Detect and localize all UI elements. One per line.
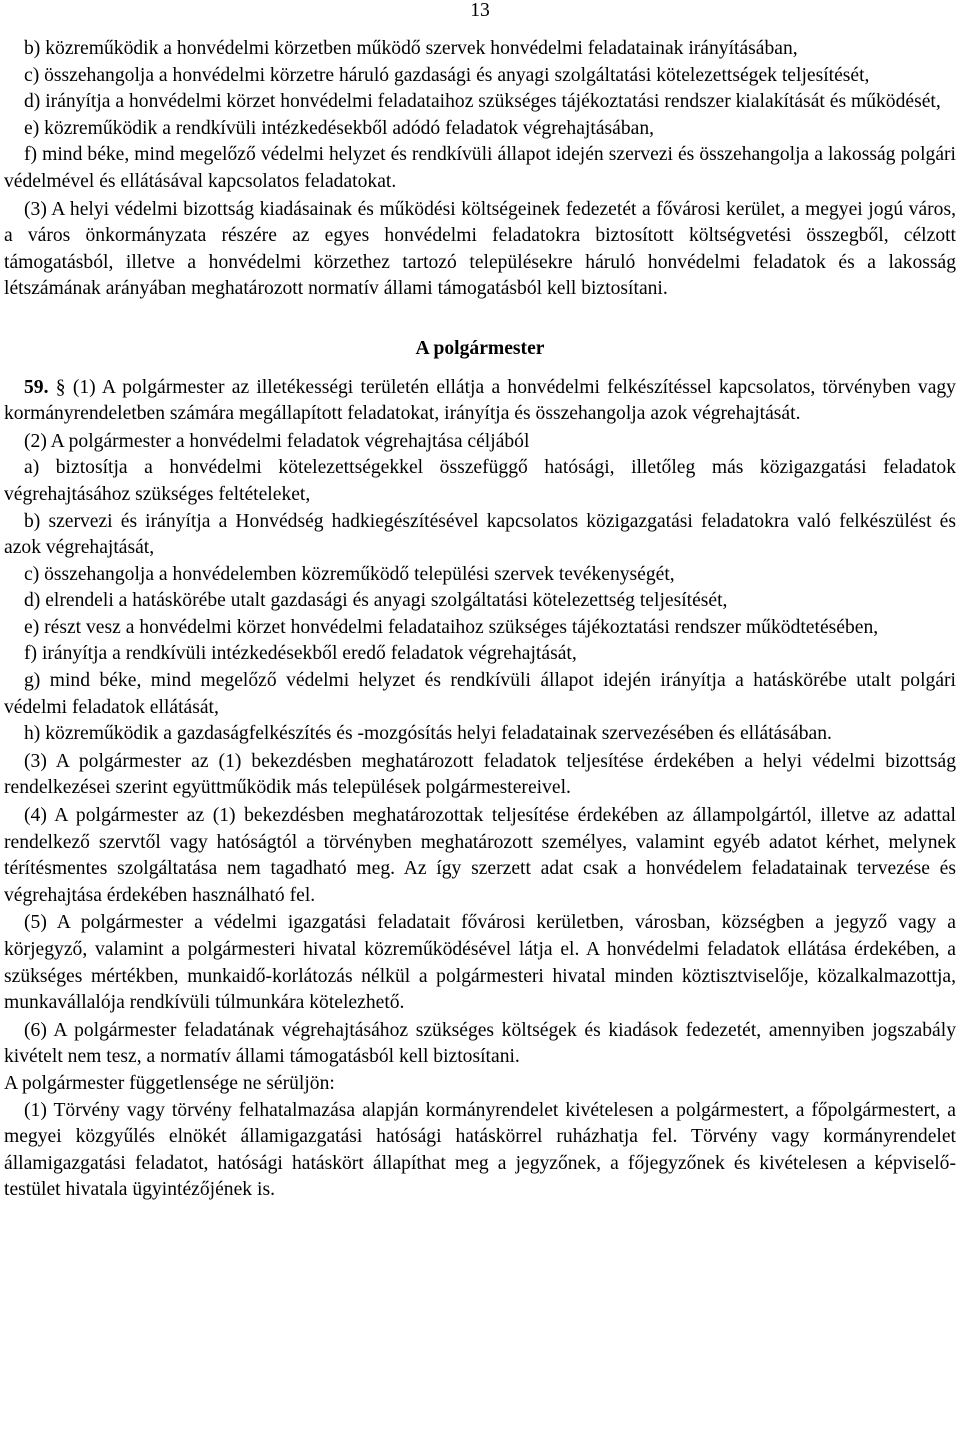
paragraph-f: f) mind béke, mind megelőző védelmi helyzet és rendkívüli állapot idején szervezi és összehangolja a lakosság polgári védelmével és ellátásával kapcsolatos feladatokat. [4,144,956,192]
paragraph-3-committee-costs: (3) A helyi védelmi bizottság kiadásainak és működési költségeinek fedezetét a fővárosi kerület, a megyei jogú város, a város önkormányzata részére az egyes honvédelmi feladatokra biztosított költségvetési összegből, célzott támogatásból, illetve a honvédelmi körzethez tartozó településekre háruló honvédelmi feladatok és a lakosság létszámának arányában meghatározott normatív állami támogatásból kell biztosítani. [4,198,956,300]
page-body [4,36,956,1204]
section-heading: A polgármester [415,337,545,359]
paragraph-d: d) irányítja a honvédelmi körzet honvédelmi feladataihoz szükséges tájékoztatási rendszer kialakítását és működését, [24,91,941,113]
page-number: 13 [470,0,490,21]
point-h: h) közreműködik a gazdaságfelkészítés és -mozgósítás helyi feladatainak szervezésében és ellátásában. [24,723,832,745]
point-f: f) irányítja a rendkívüli intézkedésekből eredő feladatok végrehajtását, [24,643,577,665]
point-d: d) elrendeli a hatáskörébe utalt gazdasági és anyagi szolgáltatási kötelezettség teljesítését, [24,590,728,612]
paragraph-c: c) összehangolja a honvédelmi körzetre háruló gazdasági és anyagi szolgáltatási kötelezettségek teljesítését, [24,64,870,86]
paragraph-5-administration: (5) A polgármester a védelmi igazgatási feladatait fővárosi kerületben, városban, községben a jegyző vagy a körjegyző, valamint a polgármesteri hivatal közreműködésével látja el. A honvédelmi feladatok ellátása érdekében, a szükséges mértékben, munkaidő-korlátozás nélkül a polgármesteri hivatal minden köztisztviselője, közalkalmazottja, munkavállalója rendkívüli túlmunkára kötelezhető. [4,912,956,1014]
point-c: c) összehangolja a honvédelemben közreműködő települési szervek tevékenységét, [24,563,675,585]
point-g: g) mind béke, mind megelőző védelmi helyzet és rendkívüli állapot idején irányítja a hatáskörébe utalt polgári védelmi feladatok ellátását, [4,670,956,718]
section-59-paragraph-1 [4,375,956,428]
section-59-text: (1) A polgármester az illetékességi területén ellátja a honvédelmi felkészítéssel kapcsolatos, törvényben vagy kormányrendeletben számára megállapított feladatokat, irányítja és összehangolja azok végrehajtását. [4,376,956,425]
paragraph-3-cooperation: (3) A polgármester az (1) bekezdésben meghatározott feladatok teljesítése érdekében a helyi védelmi bizottság rendelkezései szerint együttműködik más települések polgármestereivel. [4,750,956,799]
point-e: e) részt vesz a honvédelmi körzet honvédelmi feladataihoz szükséges tájékoztatási rendszer működtetésében, [24,616,879,638]
section-number: 59. [24,376,49,398]
paragraph-4-data-request: (4) A polgármester az (1) bekezdésben meghatározottak teljesítése érdekében az állampolgártól, illetve az adattal rendelkező szervtől vagy hatóságtól a törvényben meghatározott személyes, valamint egyéb adatot kérhet, melynek térítésmentes szolgáltatása nem tagadható meg. Az így szerzett adat csak a honvédelem feladatainak tervezése és végrehajtása érdekében használható fel. [4,805,956,906]
paragraph-6-funding: (6) A polgármester feladatának végrehajtásához szükséges költségek és kiadások fedezetét, amennyiben jogszabály kivételt nem tesz, a normatív állami támogatásból kell biztosítani. [4,1019,956,1068]
paragraph-e: e) közreműködik a rendkívüli intézkedésekből adódó feladatok végrehajtásában, [24,117,655,139]
point-a: a) biztosítja a honvédelmi kötelezettségekkel összefüggő hatósági, illetőleg más közigazgatási feladatok végrehajtásához szükséges feltételeket, [4,457,956,505]
paragraph-2-intro: (2) A polgármester a honvédelmi feladatok végrehajtása céljából [24,430,530,452]
final-paragraph: (1) Törvény vagy törvény felhatalmazása alapján kormányrendelet kivételesen a polgármestert, a főpolgármestert, a megyei közgyűlés elnökét államigazgatási hatósági hatáskörrel ruházhatja fel. Törvény vagy kormányrendelet államigazgatási feladatot, hatósági hatáskört állapíthat meg a jegyzőnek, a főjegyzőnek és kivételesen a képviselő-testület hivatala ügyintézőjének is. [4,1099,956,1201]
independence-line: A polgármester függetlensége ne sérüljön: [4,1072,335,1094]
section-sign: § [55,376,66,398]
point-b: b) szervezi és irányítja a Honvédség hadkiegészítésével kapcsolatos közigazgatási feladatokra való felkészülést és azok végrehajtását, [4,510,956,559]
paragraph-b: b) közreműködik a honvédelmi körzetben működő szervek honvédelmi feladatainak irányításában, [24,38,798,59]
